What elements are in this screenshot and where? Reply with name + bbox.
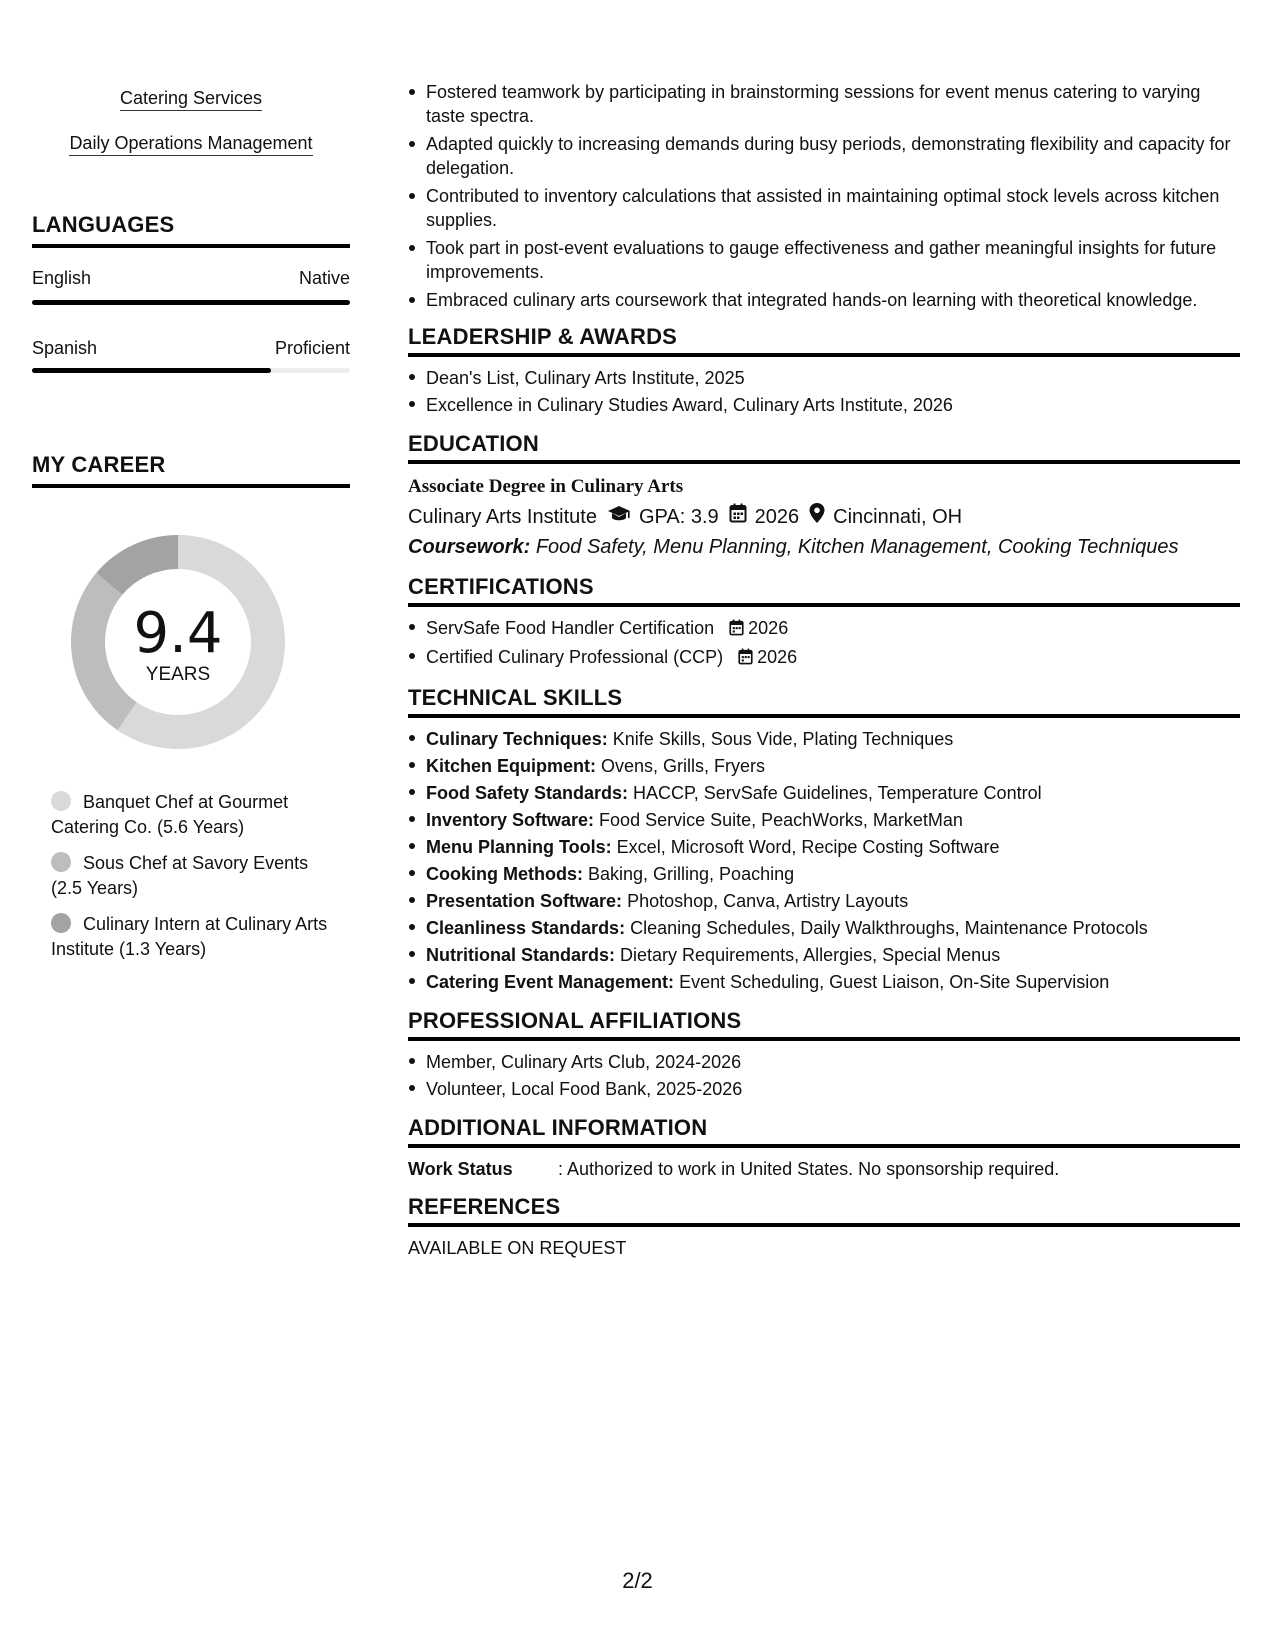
list-item: Menu Planning Tools: Excel, Microsoft Word, Recipe Costing Software bbox=[408, 834, 1240, 861]
calendar-icon bbox=[729, 502, 747, 532]
list-item: Member, Culinary Arts Club, 2024-2026 bbox=[408, 1049, 1240, 1076]
language-bar-fill bbox=[32, 368, 271, 373]
certifications-section bbox=[408, 574, 1240, 673]
list-item: Cleanliness Standards: Cleaning Schedules, Daily Walkthroughs, Maintenance Protocols bbox=[408, 915, 1240, 942]
list-item: Food Safety Standards: HACCP, ServSafe Guidelines, Temperature Control bbox=[408, 780, 1240, 807]
graduation-year: 2026 bbox=[754, 506, 800, 528]
skill-tag[interactable]: Catering Services bbox=[32, 88, 350, 111]
affiliations-section bbox=[408, 1008, 1240, 1103]
additional-information-section bbox=[408, 1115, 1240, 1182]
language-bar bbox=[32, 368, 350, 373]
language-bar-fill bbox=[32, 300, 350, 305]
languages-title: LANGUAGES bbox=[32, 212, 350, 248]
list-item: Catering Event Management: Event Scheduling, Guest Liaison, On-Site Supervision bbox=[408, 969, 1240, 996]
list-item: Contributed to inventory calculations that assisted in maintaining optimal stock levels across kitchen supplies. bbox=[408, 184, 1240, 232]
section-title: PROFESSIONAL AFFILIATIONS bbox=[408, 1008, 1240, 1041]
section-title: EDUCATION bbox=[408, 431, 1240, 464]
list-item: Kitchen Equipment: Ovens, Grills, Fryers bbox=[408, 753, 1240, 780]
career-legend-item: Sous Chef at Savory Events (2.5 Years) bbox=[51, 853, 309, 898]
calendar-icon bbox=[738, 646, 753, 673]
gpa: GPA: 3.9 bbox=[638, 506, 719, 528]
list-item: Took part in post-event evaluations to gauge effectiveness and gather meaningful insights for future improvements. bbox=[408, 236, 1240, 284]
language-level: Native bbox=[298, 268, 350, 288]
section-title: REFERENCES bbox=[408, 1194, 1240, 1227]
list-item: Cooking Methods: Baking, Grilling, Poaching bbox=[408, 861, 1240, 888]
school: Culinary Arts Institute bbox=[408, 506, 597, 528]
career-title: MY CAREER bbox=[32, 452, 350, 488]
degree: Associate Degree in Culinary Arts bbox=[408, 476, 684, 497]
list-item: Inventory Software: Food Service Suite, PeachWorks, MarketMan bbox=[408, 807, 1240, 834]
technical-skills-section bbox=[408, 685, 1240, 996]
list-item: Certified Culinary Professional (CCP) 2026 bbox=[408, 644, 1240, 673]
career-total: 9.4 bbox=[133, 601, 223, 666]
leadership-section bbox=[408, 324, 1240, 419]
references-section bbox=[408, 1194, 1240, 1261]
list-item: Nutritional Standards: Dietary Requirements, Allergies, Special Menus bbox=[408, 942, 1240, 969]
legend-dot-icon bbox=[51, 791, 71, 811]
legend-dot-icon bbox=[51, 852, 71, 872]
list-item: Fostered teamwork by participating in brainstorming sessions for event menus catering to varying taste spectra. bbox=[408, 80, 1240, 128]
education-details bbox=[408, 502, 1240, 532]
career-unit: YEARS bbox=[145, 664, 211, 685]
right-column bbox=[408, 80, 1240, 1261]
language-name: Spanish bbox=[32, 338, 98, 358]
list-item: Excellence in Culinary Studies Award, Culinary Arts Institute, 2026 bbox=[408, 392, 1240, 419]
section-title: LEADERSHIP & AWARDS bbox=[408, 324, 1240, 357]
career-legend-item: Banquet Chef at Gourmet Catering Co. (5.6 Years) bbox=[51, 792, 289, 837]
location-pin-icon bbox=[809, 502, 825, 532]
language-name: English bbox=[32, 268, 92, 288]
page-number: 2/2 bbox=[622, 1568, 653, 1593]
career-legend-item: Culinary Intern at Culinary Arts Institute (1.3 Years) bbox=[51, 914, 328, 959]
references-text: AVAILABLE ON REQUEST bbox=[408, 1238, 627, 1258]
list-item: Presentation Software: Photoshop, Canva, Artistry Layouts bbox=[408, 888, 1240, 915]
section-title: CERTIFICATIONS bbox=[408, 574, 1240, 607]
coursework: Coursework: Food Safety, Menu Planning, Kitchen Management, Cooking Techniques bbox=[408, 536, 1179, 558]
section-title: ADDITIONAL INFORMATION bbox=[408, 1115, 1240, 1148]
career-legend bbox=[51, 790, 341, 973]
experience-bullets bbox=[408, 80, 1240, 312]
location: Cincinnati, OH bbox=[833, 506, 963, 528]
language-row bbox=[32, 268, 350, 289]
list-item: Embraced culinary arts coursework that integrated hands-on learning with theoretical knowledge. bbox=[408, 288, 1240, 312]
list-item: Dean's List, Culinary Arts Institute, 2025 bbox=[408, 365, 1240, 392]
work-status: Work Status : Authorized to work in United States. No sponsorship required. bbox=[408, 1159, 1060, 1179]
language-level: Proficient bbox=[274, 338, 350, 358]
list-item: Volunteer, Local Food Bank, 2025-2026 bbox=[408, 1076, 1240, 1103]
list-item: Adapted quickly to increasing demands during busy periods, demonstrating flexibility and capacity for delegation. bbox=[408, 132, 1240, 180]
language-row bbox=[32, 338, 350, 359]
legend-dot-icon bbox=[51, 913, 71, 933]
skill-tag[interactable]: Daily Operations Management bbox=[32, 133, 350, 156]
list-item: ServSafe Food Handler Certification 2026 bbox=[408, 615, 1240, 644]
graduation-cap-icon bbox=[607, 502, 631, 532]
list-item: Culinary Techniques: Knife Skills, Sous Vide, Plating Techniques bbox=[408, 726, 1240, 753]
calendar-icon bbox=[729, 617, 744, 644]
education-section bbox=[408, 431, 1240, 562]
section-title: TECHNICAL SKILLS bbox=[408, 685, 1240, 718]
language-bar bbox=[32, 300, 350, 305]
